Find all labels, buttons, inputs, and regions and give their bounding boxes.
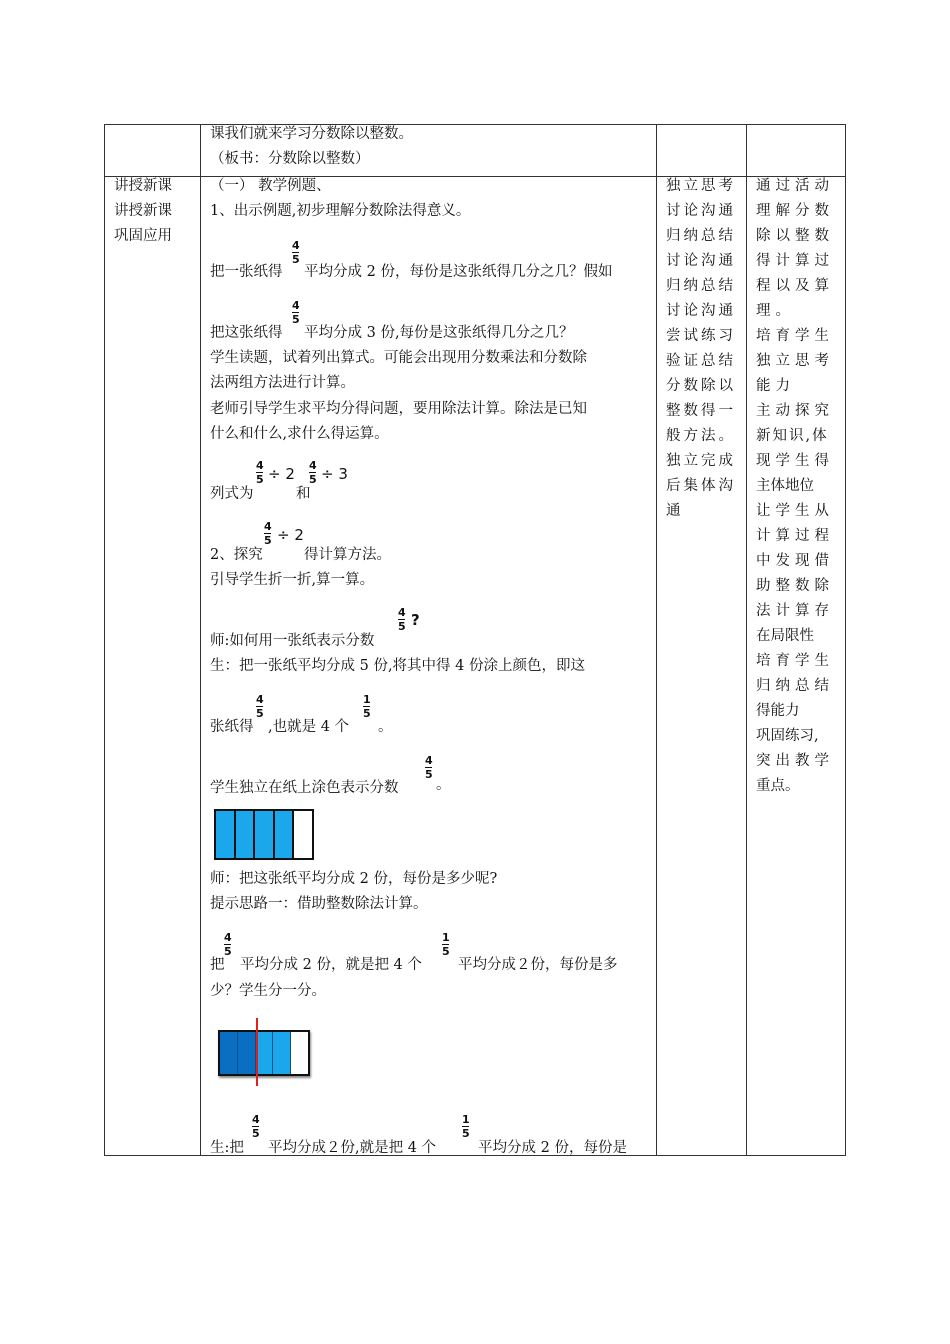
- content-line: 平均分成２份,就是把 4 个: [268, 1140, 437, 1156]
- activity-line: 归纳总结: [666, 278, 736, 294]
- blank-cell: [294, 811, 312, 858]
- activity-line: 般方法。: [666, 428, 736, 444]
- fraction-four-fifths: 4 5: [425, 754, 433, 781]
- divide-by-three: ÷ 3: [321, 465, 348, 483]
- content-line: 什么和什么,求什么得运算。: [210, 426, 389, 442]
- cut-line: [256, 1018, 258, 1086]
- blank-cell: [291, 1032, 308, 1074]
- content-line: 把这张纸得: [210, 325, 283, 341]
- content-line: 张纸得: [210, 719, 254, 735]
- purposes-column: [756, 176, 840, 796]
- purpose-line: 理解分数: [756, 203, 834, 219]
- purpose-line: 培育学生: [756, 328, 834, 344]
- content-line: 得计算方法。: [304, 547, 391, 563]
- fraction-four-fifths: 4 5: [256, 459, 264, 486]
- column-divider: [746, 125, 747, 1155]
- content-line: 2、探究: [210, 547, 263, 563]
- purpose-line: 通过活动: [756, 178, 834, 194]
- purpose-line: 巩固练习,: [756, 728, 819, 744]
- purpose-line: 归纳总结: [756, 678, 834, 694]
- purpose-line: 得计算过: [756, 253, 834, 269]
- fraction-one-fifth: 1 5: [462, 1113, 470, 1140]
- fraction-strip-four-fifths: [214, 809, 314, 860]
- activity-line: 整数得一: [666, 403, 736, 419]
- activity-line: 归纳总结: [666, 228, 736, 244]
- fraction-four-fifths: 4 5: [256, 693, 264, 720]
- activities-column: [666, 176, 742, 521]
- shaded-cell: [220, 1032, 238, 1074]
- activity-line: 分数除以: [666, 378, 736, 394]
- shaded-cell: [255, 811, 275, 858]
- fraction-four-fifths: 4 5: [292, 299, 300, 326]
- content-line: 把: [210, 957, 225, 973]
- purpose-line: 除以整数: [756, 228, 834, 244]
- shaded-cell: [275, 811, 295, 858]
- content-line: 列式为: [210, 486, 254, 502]
- content-line: 1、出示例题,初步理解分数除法得意义。: [210, 203, 471, 219]
- stage-label: 讲授新课: [114, 178, 172, 194]
- shaded-cell: [216, 811, 236, 858]
- purpose-line: 主动探究: [756, 403, 834, 419]
- activity-line: 通: [666, 503, 684, 519]
- purpose-line: 得能力: [756, 703, 800, 719]
- content-line: （一） 教学例题、: [210, 178, 331, 194]
- activity-line: 后集体沟: [666, 478, 736, 494]
- content-line: 法两组方法进行计算。: [210, 375, 355, 391]
- activity-line: 独立完成: [666, 453, 736, 469]
- content-line: 师：把这张纸平均分成 2 份，每份是多少呢?: [210, 871, 498, 887]
- fraction-four-fifths: 4 5: [309, 459, 317, 486]
- column-divider: [200, 125, 201, 1155]
- content-line: 师:如何用一张纸表示分数: [210, 633, 375, 649]
- content-line: 平均分成 2 份，每份是: [478, 1140, 627, 1156]
- content-line: 提示思路一：借助整数除法计算。: [210, 896, 428, 912]
- divide-by-two: ÷ 2: [268, 465, 295, 483]
- activity-line: 独立思考: [666, 178, 736, 194]
- fraction-four-fifths: 4 5: [292, 239, 300, 266]
- divide-by-two: ÷ 2: [277, 526, 304, 544]
- column-divider: [656, 125, 657, 1155]
- activity-line: 尝试练习: [666, 328, 736, 344]
- question-mark: ?: [411, 611, 420, 629]
- purpose-line: 培育学生: [756, 653, 834, 669]
- shaded-cell: [273, 1032, 291, 1074]
- shaded-cell: [236, 811, 256, 858]
- purpose-line: 中发现借: [756, 553, 834, 569]
- intro-line: 课我们就来学习分数除以整数。: [210, 126, 413, 142]
- fraction-four-fifths: 4 5: [398, 606, 406, 633]
- content-line: 。: [436, 777, 451, 793]
- content-line: 学生独立在纸上涂色表示分数: [210, 780, 399, 796]
- fraction-four-fifths: 4 5: [252, 1113, 260, 1140]
- content-line: 把一张纸得: [210, 264, 283, 280]
- activity-line: 讨论沟通: [666, 303, 736, 319]
- purpose-line: 重点。: [756, 778, 800, 794]
- shaded-cell: [238, 1032, 256, 1074]
- purpose-line: 让学生从: [756, 503, 834, 519]
- content-line: 和: [296, 486, 311, 502]
- content-line: 少？学生分一分。: [210, 983, 326, 999]
- purpose-line: 新知识,体: [756, 428, 829, 444]
- activity-line: 讨论沟通: [666, 203, 736, 219]
- content-line: 平均分成２份，每份是多: [458, 957, 618, 973]
- shaded-cell: [256, 1032, 274, 1074]
- purpose-line: 法计算存: [756, 603, 834, 619]
- fraction-one-fifth: 1 5: [363, 693, 371, 720]
- activity-line: 验证总结: [666, 353, 736, 369]
- content-line: 生:把: [210, 1140, 244, 1156]
- fraction-four-fifths: 4 5: [224, 931, 232, 958]
- purpose-line: 在局限性: [756, 628, 814, 644]
- content-line: ,也就是 4 个: [268, 719, 350, 735]
- stage-label: 讲授新课: [114, 203, 172, 219]
- purpose-line: 现学生得: [756, 453, 834, 469]
- board-title-line: （板书：分数除以整数）: [210, 151, 370, 167]
- purpose-line: 程以及算: [756, 278, 834, 294]
- content-line: 生：把一张纸平均分成 5 份,将其中得 4 份涂上颜色，即这: [210, 658, 585, 674]
- purpose-line: 助整数除: [756, 578, 834, 594]
- activity-line: 讨论沟通: [666, 253, 736, 269]
- content-line: 。: [378, 719, 393, 735]
- purpose-line: 突出教学: [756, 753, 834, 769]
- content-line: 学生读题，试着列出算式。可能会出现用分数乘法和分数除: [210, 350, 587, 366]
- content-line: 平均分成 2 份，每份是这张纸得几分之几？假如: [304, 264, 613, 280]
- content-line: 老师引导学生求平均分得问题，要用除法计算。除法是已知: [210, 401, 587, 417]
- fraction-strip-split: [218, 1030, 310, 1076]
- content-line: 引导学生折一折,算一算。: [210, 572, 375, 588]
- content-line: 平均分成 2 份，就是把 4 个: [240, 957, 422, 973]
- purpose-line: 计算过程: [756, 528, 834, 544]
- purpose-line: 能力: [756, 378, 795, 394]
- fraction-one-fifth: 1 5: [442, 931, 450, 958]
- stage-label: 巩固应用: [114, 228, 172, 244]
- purpose-line: 主体地位: [756, 478, 814, 494]
- purpose-line: 独立思考: [756, 353, 834, 369]
- fraction-four-fifths: 4 5: [264, 520, 272, 547]
- content-line: 平均分成 3 份,每份是这张纸得几分之几？: [304, 325, 574, 341]
- purpose-line: 理。: [756, 303, 795, 319]
